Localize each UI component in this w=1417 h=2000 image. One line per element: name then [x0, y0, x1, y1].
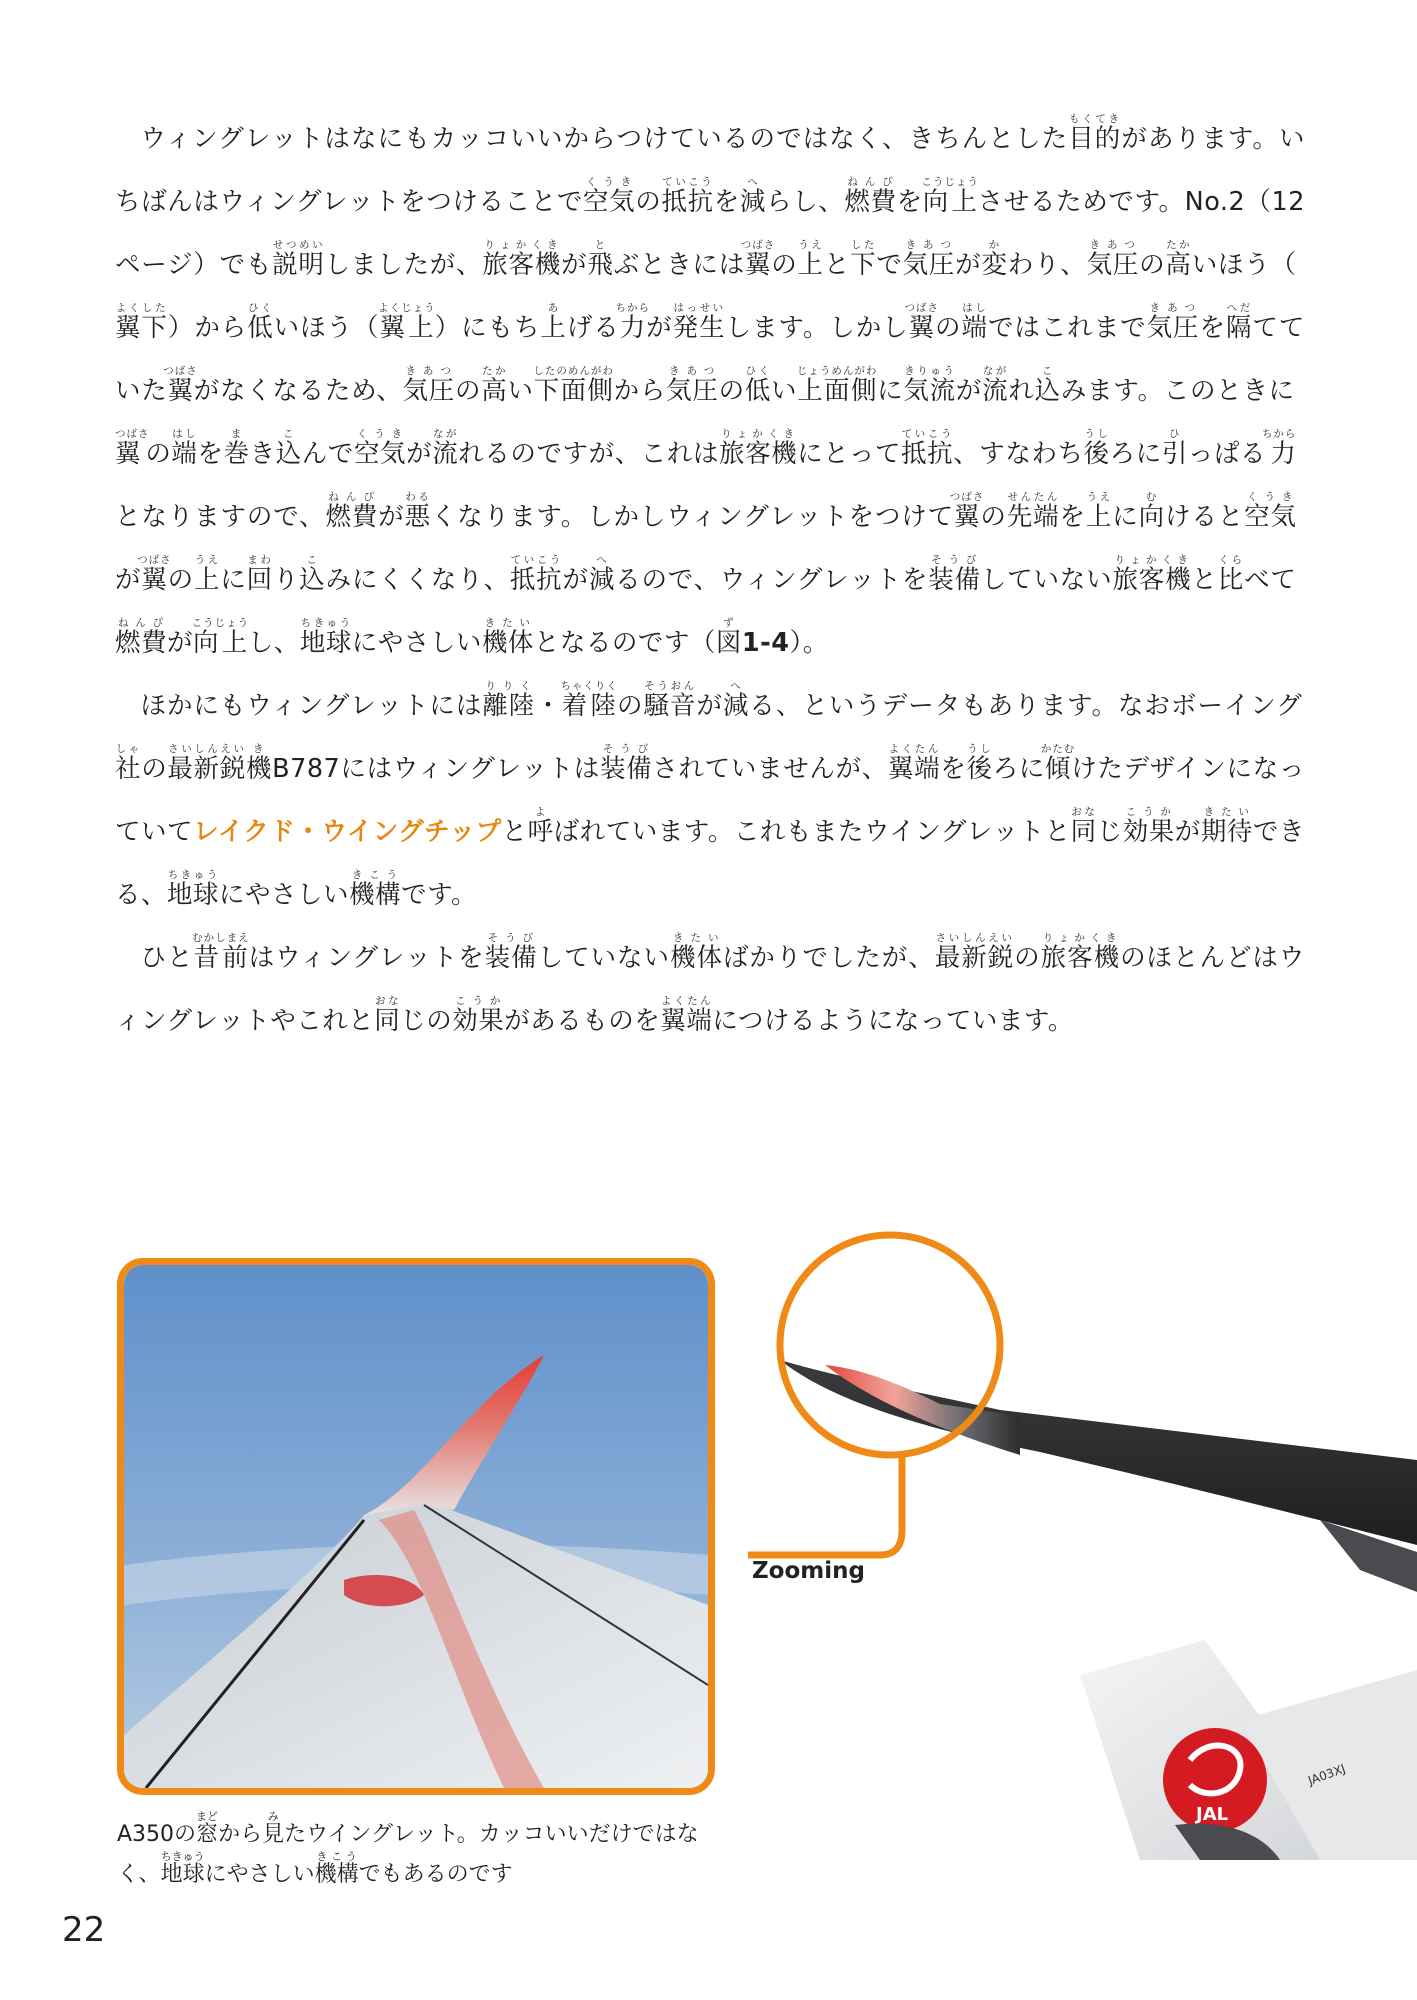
zoom-label: Zooming [752, 1558, 865, 1584]
photo-caption: A350の窓まどから見みたウイングレット。カッコいいだけではな く、地球ちきゅうにやさしい機構きこうでもあるのです [117, 1810, 699, 1887]
winglet-photo [117, 1258, 715, 1795]
airplane-illustration [720, 1160, 1417, 1860]
page-number: 22 [62, 1910, 106, 1950]
zoom-circle [780, 1235, 1000, 1455]
registration-mark: JA03XJ [1306, 1761, 1348, 1788]
paragraph-3: ひと昔前むかしまえはウィングレットを装備そうびしていない機体きたいばかりでしたが、最新鋭さいしんえいの旅客機りょかくきのほとんどはウィングレットやこれと同おなじの効果こうかがあるものを翼端よくたんにつけるようになっています。 [115, 932, 1305, 1036]
zoom-connector [748, 1456, 902, 1555]
paragraph-2: ほかにもウィングレットには離陸りりく・着陸ちゃくりくの騒音そうおんが減へる、というデータもあります。なおボーイング社しゃの最新鋭さいしんえい機きB787にはウィングレットは装備そうびされていませんが、翼端よくたんを後うしろに傾かたむけたデザインになっていてレイクド・ウイングチップと呼よばれています。これもまたウイングレットと同おなじ効果こうかが期待きたいできる、地球ちきゅうにやさしい機構きこうです。 [115, 680, 1305, 910]
article-body [115, 108, 1305, 1053]
highlighted-term: レイクド・ウイングチップ [193, 817, 502, 847]
paragraph-1: ウィングレットはなにもカッコいいからつけているのではなく、きちんとした目的もくてきがあります。いちばんはウィングレットをつけることで空気くうきの抵抗ていこうを減へらし、燃費ねんぴを向上こうじょうさせるためです。No.2（12ページ）でも説明せつめいしましたが、旅客機りょかくきが飛とぶときには翼つばさの上うえと下したで気圧きあつが変かわり、気圧きあつの高たかいほう（翼下よくした）から低ひくいほう（翼上よくじょう）にもち上あげる力ちからが発生はっせいします。しかし翼つばさの端はしではこれまで気圧きあつを隔へだてていた翼つばさがなくなるため、気圧きあつの高たかい下面側したのめんがわから気圧きあつの低ひくい上面側じょうめんがわに気流きりゅうが流ながれ込こみます。このときに翼つばさの端はしを巻まき込こんで空気くうきが流ながれるのですが、これは旅客機りょかくきにとって抵抗ていこう、すなわち後うしろに引ひっぱる力ちからとなりますので、燃費ねんぴが悪わるくなります。しかしウィングレットをつけて翼つばさの先端せんたんを上うえに向むけると空気くうきが翼つばさの上うえに回まわり込こみにくくなり、抵抗ていこうが減へるので、ウィングレットを装備そうびしていない旅客機りょかくきと比くらべて燃費ねんぴが向上こうじょうし、地球ちきゅうにやさしい機体きたいとなるのです（図ず1-4）。 [115, 113, 1305, 658]
figure-reference: 1-4 [741, 628, 790, 658]
jal-logo-text: JAL [1196, 1804, 1229, 1825]
